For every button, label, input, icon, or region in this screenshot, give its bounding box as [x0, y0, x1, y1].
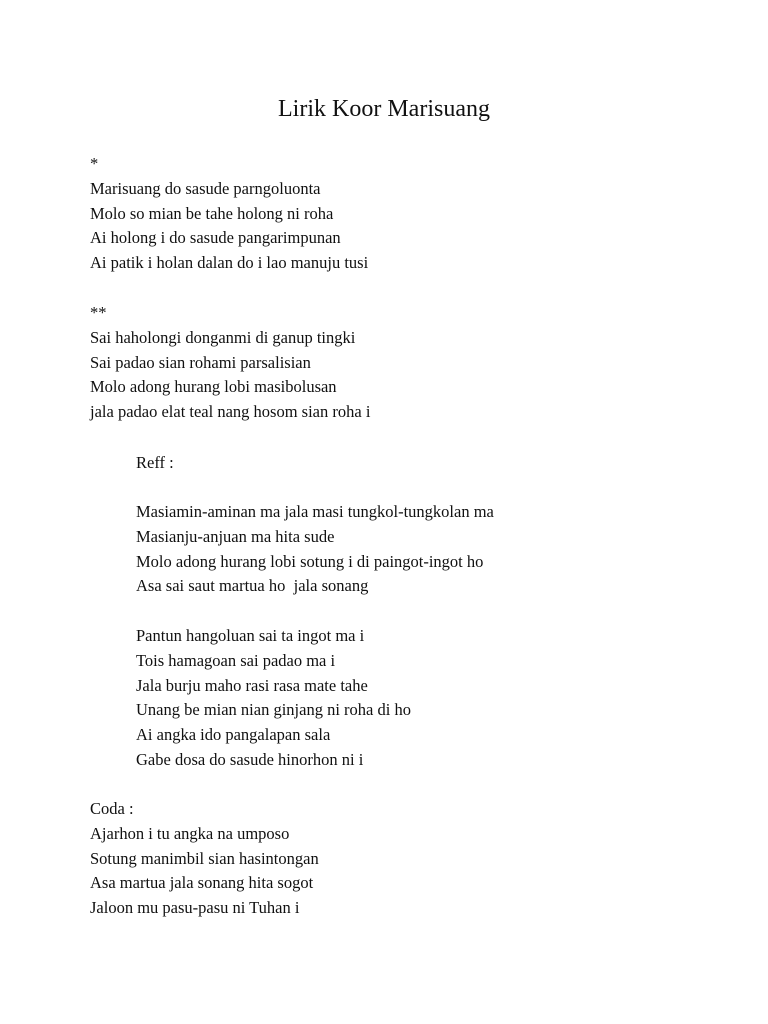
lyric-line: Gabe dosa do sasude hinorhon ni i [136, 749, 364, 769]
lyric-line: Marisuang do sasude parngoluonta [90, 178, 321, 198]
lyric-line: Asa sai saut martua ho jala sonang [136, 576, 369, 596]
lyric-line: Ai angka ido pangalapan sala [136, 725, 331, 745]
reff-stanza-1 [136, 500, 494, 599]
coda [90, 797, 319, 921]
lyric-line: Jaloon mu pasu-pasu ni Tuhan i [90, 898, 300, 918]
lyric-line: Sotung manimbil sian hasintongan [90, 848, 319, 868]
reff-stanza-2 [136, 624, 411, 773]
verse-1-marker: * [90, 154, 99, 173]
lyric-line: Molo adong hurang lobi masibolusan [90, 377, 337, 397]
lyric-line: Sai haholongi donganmi di ganup tingki [90, 327, 356, 347]
lyric-line: jala padao elat teal nang hosom sian roha i [90, 402, 371, 422]
lyric-line: Jala burju maho rasi rasa mate tahe [136, 675, 368, 695]
coda-label: Coda : [90, 799, 134, 818]
verse-2 [90, 301, 370, 425]
lyric-line: Masiamin-aminan ma jala masi tungkol-tungkolan ma [136, 502, 494, 521]
lyric-line: Masianju-anjuan ma hita sude [136, 526, 335, 546]
lyric-line: Asa martua jala sonang hita sogot [90, 873, 314, 893]
document-title: Lirik Koor Marisuang [278, 96, 490, 122]
reff-label: Reff : [136, 453, 174, 472]
lyric-line: Tois hamagoan sai padao ma i [136, 650, 336, 670]
lyric-line: Pantun hangoluan sai ta ingot ma i [136, 626, 365, 645]
lyric-line: Ai patik i holan dalan do i lao manuju tusi [90, 253, 369, 273]
lyric-line: Ajarhon i tu angka na umposo [90, 823, 290, 843]
verse-1 [90, 152, 368, 276]
lyric-line: Molo adong hurang lobi sotung i di paingot-ingot ho [136, 551, 484, 571]
verse-2-marker: ** [90, 303, 107, 322]
reff-heading [136, 451, 174, 476]
lyric-line: Ai holong i do sasude pangarimpunan [90, 228, 341, 248]
lyric-line: Sai padao sian rohami parsalisian [90, 352, 311, 372]
lyric-line: Molo so mian be tahe holong ni roha [90, 203, 334, 223]
lyric-line: Unang be mian nian ginjang ni roha di ho [136, 700, 411, 720]
